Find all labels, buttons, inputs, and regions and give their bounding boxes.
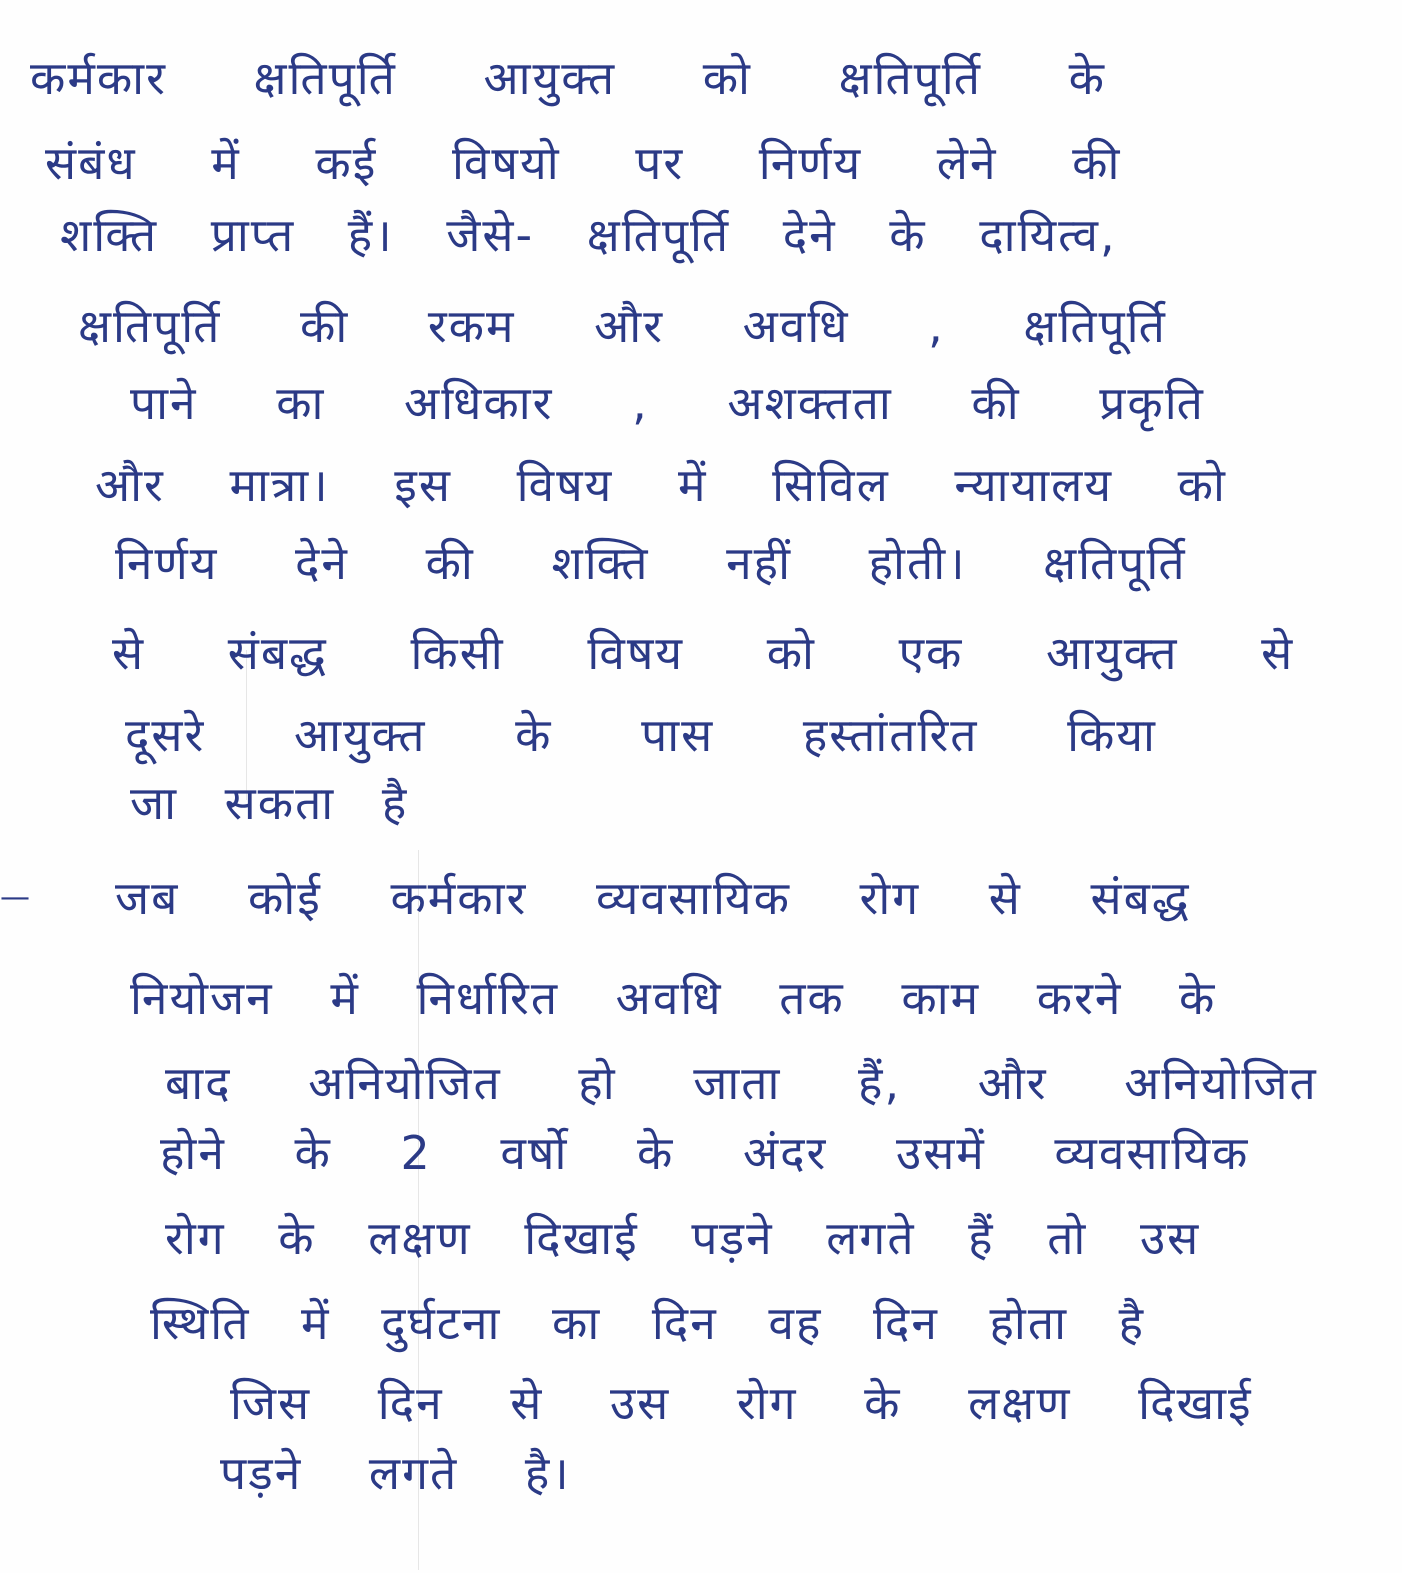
text-line: और मात्रा। इस विषय में सिविल न्यायालय को bbox=[95, 458, 1227, 512]
text-line: होने के 2 वर्षो के अंदर उसमें व्यवसायिक bbox=[160, 1126, 1250, 1180]
text-line: बाद अनियोजित हो जाता हैं, और अनियोजित bbox=[165, 1056, 1318, 1110]
paragraph-marker: — bbox=[0, 880, 30, 915]
text-line: निर्णय देने की शक्ति नहीं होती। क्षतिपूर्ति bbox=[115, 536, 1187, 590]
text-line: शक्ति प्राप्त हैं। जैसे- क्षतिपूर्ति देने के दायित्व, bbox=[60, 208, 1117, 262]
text-line: पड़ने लगते है। bbox=[220, 1446, 571, 1500]
text-line: दूसरे आयुक्त के पास हस्तांतरित किया bbox=[125, 708, 1157, 762]
text-line: से संबद्ध किसी विषय को एक आयुक्त से bbox=[112, 626, 1295, 680]
text-line: पाने का अधिकार , अशक्तता की प्रकृति bbox=[130, 376, 1205, 430]
text-line: जा सकता है bbox=[130, 776, 409, 830]
text-line: संबंध में कई विषयो पर निर्णय लेने की bbox=[45, 136, 1122, 190]
text-line: नियोजन में निर्धारित अवधि तक काम करने के bbox=[130, 971, 1217, 1025]
text-line: स्थिति में दुर्घटना का दिन वह दिन होता है bbox=[150, 1296, 1146, 1350]
text-line: जिस दिन से उस रोग के लक्षण दिखाई bbox=[230, 1376, 1253, 1430]
text-line: कर्मकार क्षतिपूर्ति आयुक्त को क्षतिपूर्ति के bbox=[30, 51, 1106, 105]
text-line: रोग के लक्षण दिखाई पड़ने लगते हैं तो उस bbox=[165, 1211, 1201, 1265]
text-line: क्षतिपूर्ति की रकम और अवधि , क्षतिपूर्ति bbox=[78, 299, 1167, 353]
text-line: जब कोई कर्मकार व्यवसायिक रोग से संबद्ध bbox=[115, 871, 1191, 925]
